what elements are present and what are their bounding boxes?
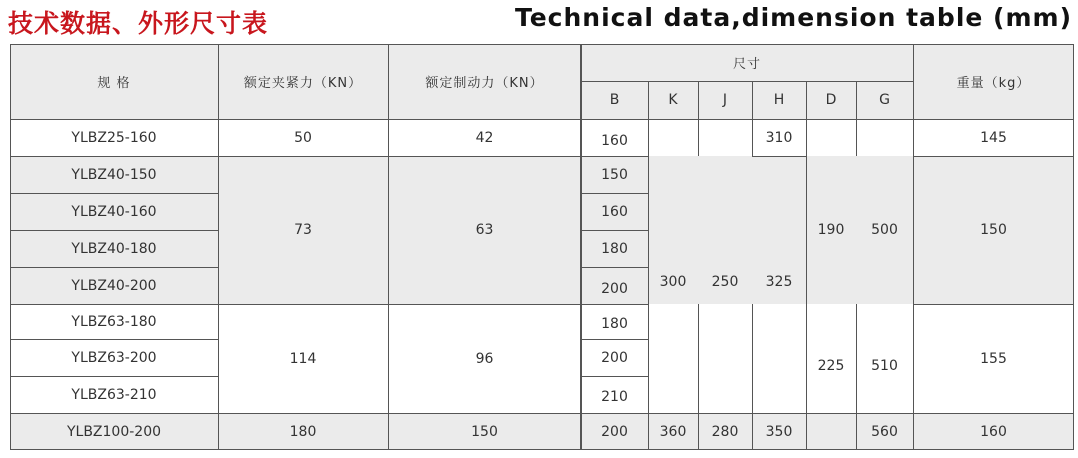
row-line <box>218 304 581 305</box>
dim-b-value: 200 <box>581 413 648 450</box>
dim-k-blank <box>648 304 698 413</box>
model-cell: YLBZ63-210 <box>10 376 218 413</box>
dim-b-value: 180 <box>581 304 648 339</box>
brake-force-value: 42 <box>388 119 581 156</box>
dim-h-blank <box>752 304 806 413</box>
row-line <box>581 413 648 414</box>
brake-force-value: 150 <box>388 413 581 450</box>
model-cell: YLBZ40-180 <box>10 230 218 267</box>
dim-b-value: 180 <box>581 230 648 267</box>
header-weight: 重量（kg） <box>913 44 1074 119</box>
row-line <box>10 230 218 231</box>
model-cell: YLBZ63-200 <box>10 339 218 376</box>
clamp-force-value: 73 <box>218 156 388 304</box>
row-line <box>913 304 1074 305</box>
dim-k-value: 360 <box>648 413 698 450</box>
dim-b-value: 210 <box>581 376 648 413</box>
row-line <box>581 267 648 268</box>
dim-g-empty <box>856 119 913 156</box>
clamp-force-value: 50 <box>218 119 388 156</box>
row-line <box>581 304 648 305</box>
dim-b-value: 160 <box>581 193 648 230</box>
dim-j-value: 280 <box>698 413 752 450</box>
col-line <box>752 81 753 156</box>
header-spec: 规 格 <box>10 44 218 119</box>
title-chinese: 技术数据、外形尺寸表 <box>8 9 269 38</box>
header-size: 尺寸 <box>581 44 913 81</box>
weight-value: 160 <box>913 413 1074 450</box>
model-cell: YLBZ40-160 <box>10 193 218 230</box>
col-line <box>856 304 857 450</box>
col-line <box>388 44 389 450</box>
row-line <box>581 376 648 377</box>
weight-value: 150 <box>913 156 1074 304</box>
dim-b-value: 200 <box>581 339 648 376</box>
clamp-force-value: 180 <box>218 413 388 450</box>
model-cell: YLBZ40-150 <box>10 156 218 193</box>
table-border-right <box>1073 44 1074 450</box>
header-brake-force: 额定制动力（KN） <box>388 44 581 119</box>
row-line <box>913 156 1074 157</box>
dim-j-blank <box>698 304 752 413</box>
table-border-bottom <box>10 449 1074 450</box>
clamp-force-value: 114 <box>218 304 388 413</box>
row-line <box>218 413 581 414</box>
dim-b-value: 150 <box>581 156 648 193</box>
weight-value: 155 <box>913 304 1074 413</box>
dim-j-value: 250 <box>698 262 752 302</box>
dim-h-value: 350 <box>752 413 806 450</box>
row-line <box>648 413 913 414</box>
row-line <box>10 156 218 157</box>
dim-d-empty <box>806 413 856 450</box>
row-line <box>581 230 648 231</box>
col-line <box>580 44 582 450</box>
dim-g-value: 500 <box>856 156 913 304</box>
header-clamp-force: 额定夹紧力（KN） <box>218 44 388 119</box>
header-dim-h: H <box>752 81 806 119</box>
model-cell: YLBZ40-200 <box>10 267 218 304</box>
dim-d-value: 225 <box>806 304 856 413</box>
dim-h-value: 310 <box>752 119 806 156</box>
row-line <box>581 193 648 194</box>
col-line <box>856 81 857 156</box>
header-dim-d: D <box>806 81 856 119</box>
row-line <box>10 339 218 340</box>
header-dim-b: B <box>581 81 648 119</box>
row-line <box>10 304 218 305</box>
row-line <box>10 376 218 377</box>
dim-b-value: 160 <box>581 119 648 156</box>
model-cell: YLBZ25-160 <box>10 119 218 156</box>
model-cell: YLBZ100-200 <box>10 413 218 450</box>
table-border-top <box>10 44 1074 45</box>
row-line <box>10 413 218 414</box>
col-line <box>698 304 699 450</box>
dim-b-value: 200 <box>581 267 648 304</box>
row-line <box>218 156 581 157</box>
header-divider <box>581 81 913 82</box>
dim-d-value: 190 <box>806 156 856 304</box>
brake-force-value: 63 <box>388 156 581 304</box>
col-line <box>752 304 753 450</box>
col-line <box>806 81 807 450</box>
table-border-left <box>10 44 11 450</box>
row-line <box>10 267 218 268</box>
header-dim-g: G <box>856 81 913 119</box>
header-dim-k: K <box>648 81 698 119</box>
dim-k-empty <box>648 119 698 156</box>
row-line <box>581 156 648 157</box>
col-line <box>218 44 219 450</box>
col-line <box>913 44 914 450</box>
dim-k-value: 300 <box>648 262 698 302</box>
technical-data-table <box>10 44 1074 450</box>
row-line <box>581 339 648 340</box>
row-line <box>913 413 1074 414</box>
weight-value: 145 <box>913 119 1074 156</box>
col-line <box>698 81 699 156</box>
model-cell: YLBZ63-180 <box>10 304 218 339</box>
dim-g-value: 560 <box>856 413 913 450</box>
dim-d-empty <box>806 119 856 156</box>
col-line <box>648 81 649 450</box>
row-line <box>752 156 806 157</box>
brake-force-value: 96 <box>388 304 581 413</box>
row-line <box>10 193 218 194</box>
header-dim-j: J <box>698 81 752 119</box>
dim-h-value: 325 <box>752 262 806 302</box>
title-english: Technical data,dimension table (mm) <box>514 3 1072 32</box>
dim-g-value: 510 <box>856 304 913 413</box>
dim-j-empty <box>698 119 752 156</box>
header-bottom-line <box>10 119 1074 120</box>
